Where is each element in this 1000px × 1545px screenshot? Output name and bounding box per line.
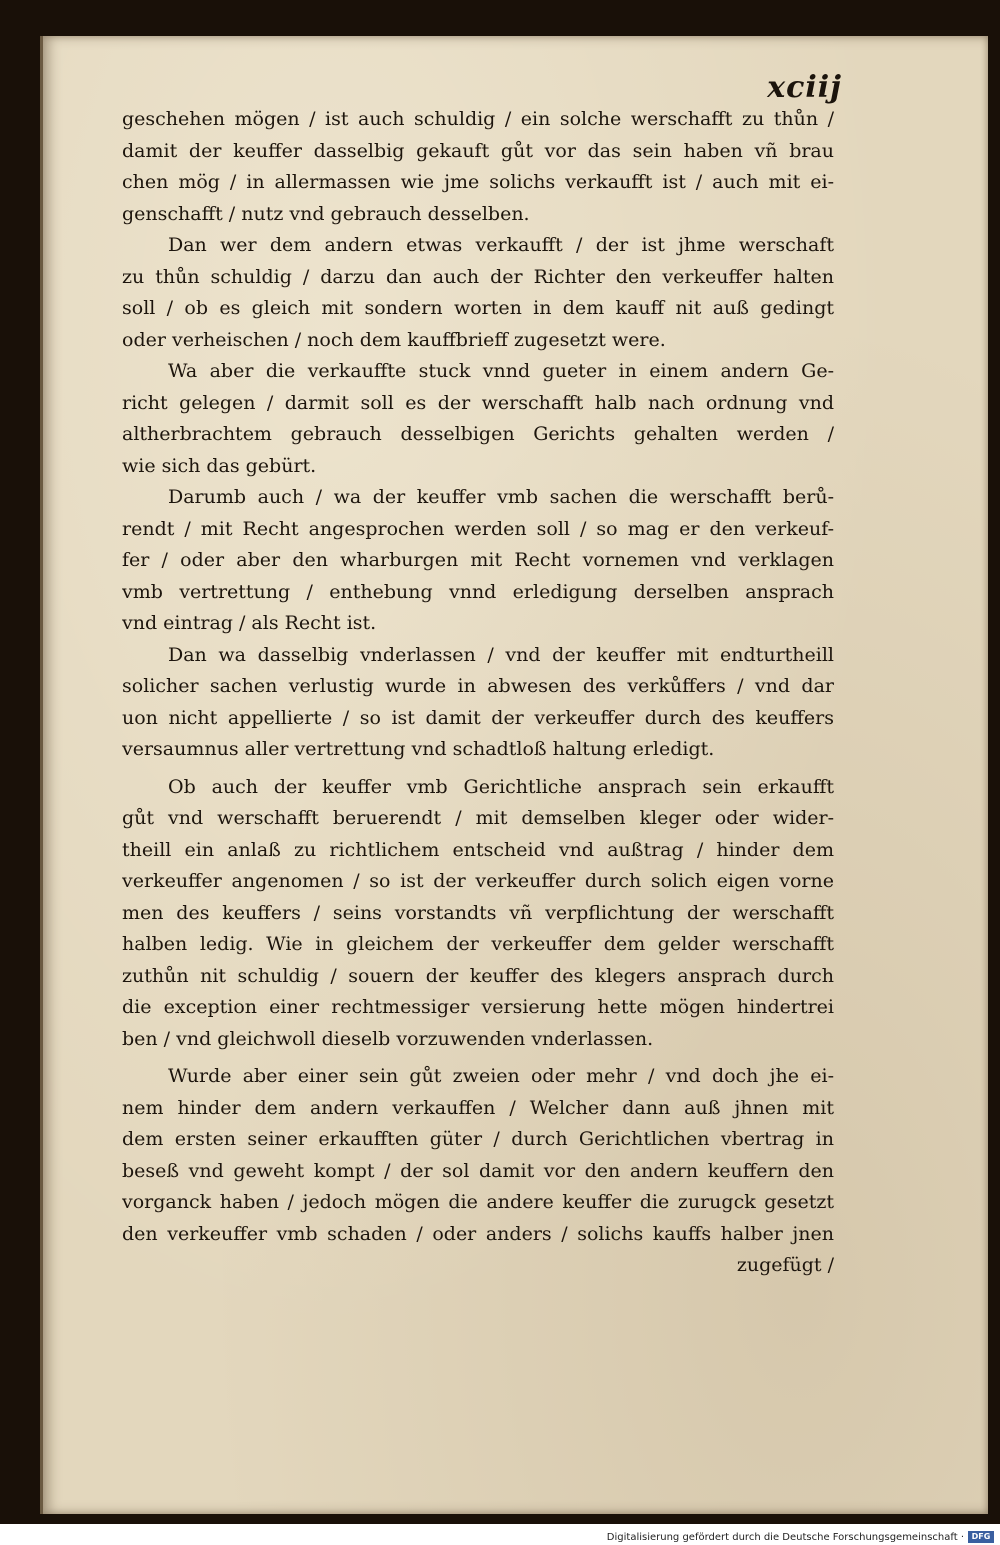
text-line: wie sich das gebürt. <box>122 454 317 477</box>
funding-credit: Digitalisierung gefördert durch die Deutsche Forschungsgemeinschaft · <box>606 1532 964 1543</box>
text-line: Dan wer dem andern etwas verkaufft / der ist jhme werschaft <box>168 234 834 256</box>
dfg-logo: DFG <box>968 1531 994 1543</box>
text-line: richt gelegen / darmit soll es der werschafft halb nach ordnung vnd <box>122 391 834 414</box>
text-line: nem hinder dem andern verkauffen / Welcher dann auß jhnen mit <box>122 1096 834 1119</box>
text-line: ben / vnd gleichwoll dieselb vorzuwenden vnderlassen. <box>122 1027 654 1050</box>
text-line: vnd eintrag / als Recht ist. <box>122 612 377 634</box>
text-line: zugefügt / <box>736 1254 834 1276</box>
text-line: beseß vnd geweht kompt / der sol damit vor den andern keuffern den <box>122 1159 834 1182</box>
text-line: Darumb auch / wa der keuffer vmb sachen die werschafft berů- <box>168 486 834 508</box>
text-line: halben ledig. Wie in gleichem der verkeuffer dem gelder werschafft <box>122 933 834 955</box>
text-line: genschafft / nutz vnd gebrauch desselben. <box>122 202 530 225</box>
text-line: zuthůn nit schuldig / souern der keuffer des klegers ansprach durch <box>122 964 834 987</box>
text-line: Ob auch der keuffer vmb Gerichtliche ansprach sein erkaufft <box>168 775 834 798</box>
folio-number: xciij <box>767 70 842 105</box>
text-line: vmb vertrettung / enthebung vnnd erledigung derselben ansprach <box>122 580 834 603</box>
text-line: vorganck haben / jedoch mögen die andere keuffer die zurugck gesetzt <box>122 1191 834 1213</box>
text-line: theill ein anlaß zu richtlichem entscheid vnd außtrag / hinder dem <box>122 838 834 861</box>
text-line: chen mög / in allermassen wie jme solichs verkaufft ist / auch mit ei- <box>122 171 834 193</box>
text-line: fer / oder aber den wharburgen mit Recht vornemen vnd verklagen <box>122 549 834 571</box>
text-line: Wa aber die verkauffte stuck vnnd gueter in einem andern Ge- <box>168 360 834 382</box>
body-text <box>122 104 834 1282</box>
text-line: men des keuffers / seins vorstandts vñ verpflichtung der werschafft <box>122 901 834 924</box>
text-line: solicher sachen verlustig wurde in abwesen des verkůffers / vnd dar <box>122 675 834 697</box>
text-line: oder verheischen / noch dem kauffbrieff zugesetzt were. <box>122 328 666 351</box>
text-line: den verkeuffer vmb schaden / oder anders / solichs kauffs halber jnen <box>122 1222 834 1245</box>
text-line: uon nicht appellierte / so ist damit der verkeuffer durch des keuffers <box>122 706 834 729</box>
text-line: dem ersten seiner erkaufften güter / durch Gerichtlichen vbertrag in <box>122 1128 834 1150</box>
text-line: zu thůn schuldig / darzu dan auch der Richter den verkeuffer halten <box>122 265 834 288</box>
text-line: altherbrachtem gebrauch desselbigen Gerichts gehalten werden / <box>122 423 834 445</box>
text-line: damit der keuffer dasselbig gekauft gůt vor das sein haben vñ brau <box>122 139 834 162</box>
text-line: soll / ob es gleich mit sondern worten in dem kauff nit auß gedingt <box>122 297 834 319</box>
text-line: Dan wa dasselbig vnderlassen / vnd der keuffer mit endturtheill <box>168 643 834 666</box>
text-line: gůt vnd werschafft beruerendt / mit demselben kleger oder wider- <box>122 807 834 829</box>
text-line: geschehen mögen / ist auch schuldig / ein solche werschafft zu thůn / <box>122 108 834 130</box>
text-line: versaumnus aller vertrettung vnd schadtloß haltung erledigt. <box>122 738 715 760</box>
text-line: die exception einer rechtmessiger versierung hette mögen hindertrei <box>122 996 834 1018</box>
text-line: rendt / mit Recht angesprochen werden soll / so mag er den verkeuf- <box>122 517 834 540</box>
text-line: Wurde aber einer sein gůt zweien oder mehr / vnd doch jhe ei- <box>168 1065 834 1087</box>
text-line: verkeuffer angenomen / so ist der verkeuffer durch solich eigen vorne <box>122 870 834 892</box>
